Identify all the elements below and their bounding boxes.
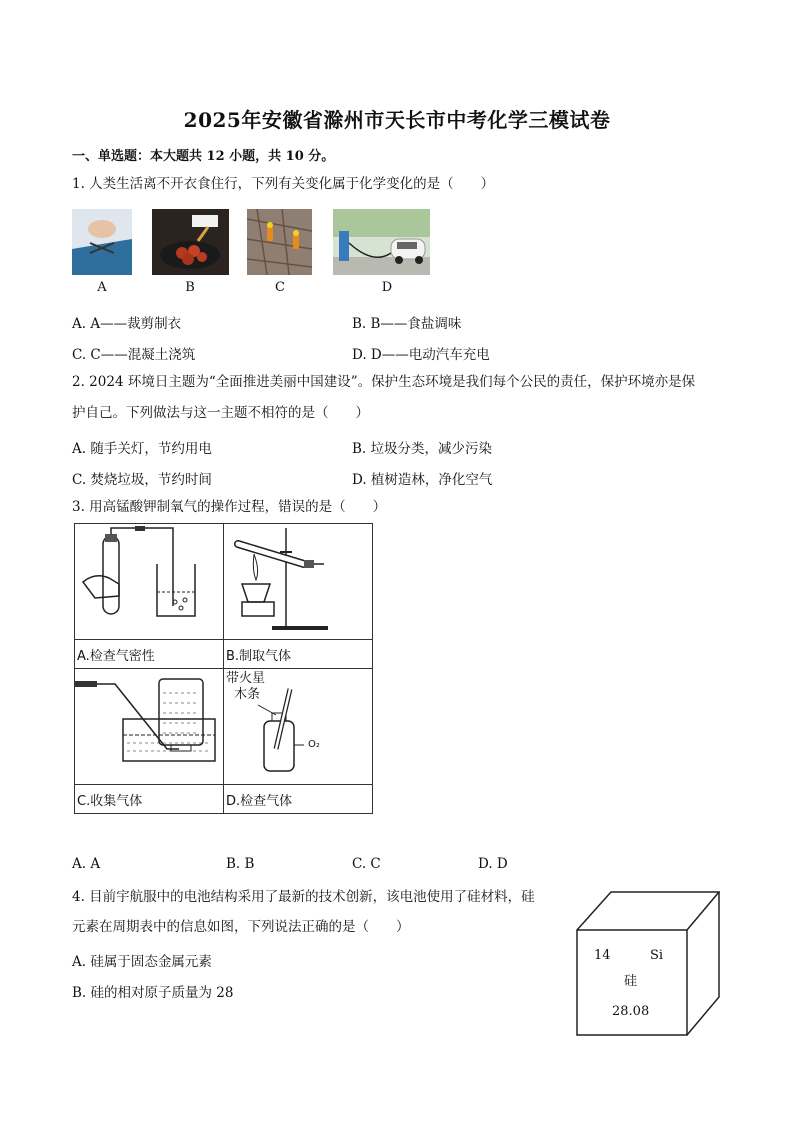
photo-a-tailoring bbox=[72, 209, 132, 275]
gas-check-diagram bbox=[224, 669, 332, 780]
atomic-mass: 28.08 bbox=[612, 1004, 650, 1019]
operations-table bbox=[74, 523, 373, 814]
splint-label-line1: 带火星 bbox=[226, 671, 266, 686]
q3-option-c[interactable]: C. C bbox=[352, 856, 381, 872]
splint-label-line2: 木条 bbox=[234, 687, 261, 702]
cell-d-caption: D.检查气体 bbox=[224, 785, 373, 814]
element-symbol: Si bbox=[650, 948, 664, 963]
q2-option-c[interactable]: C. 焚烧垃圾，节约时间 bbox=[72, 472, 212, 488]
q1-option-b[interactable]: B. B——食盐调味 bbox=[352, 316, 462, 332]
photo-b-seasoning bbox=[152, 209, 229, 275]
q1-option-c[interactable]: C. C——混凝土浇筑 bbox=[72, 347, 196, 363]
exam-title: 2025年安徽省滁州市天长市中考化学三模试卷 bbox=[183, 108, 611, 132]
question-4-stem-line1: 4. 目前宇航服中的电池结构采用了最新的技术创新，该电池使用了硅材料，硅 bbox=[72, 889, 535, 905]
question-3-stem: 3. 用高锰酸钾制氧气的操作过程，错误的是（ ） bbox=[72, 499, 387, 515]
cell-c-caption: C.收集气体 bbox=[75, 785, 224, 814]
q2-option-b[interactable]: B. 垃圾分类，减少污染 bbox=[352, 441, 493, 457]
section-heading: 一、单选题：本大题共 12 小题，共 10 分。 bbox=[72, 149, 335, 164]
question-1-stem: 1. 人类生活离不开衣食住行，下列有关变化属于化学变化的是（ ） bbox=[72, 176, 495, 192]
question-2-stem-line1: 2. 2024 环境日主题为“全面推进美丽中国建设”。保护生态环境是我们每个公民的责任，保护环境亦是保 bbox=[72, 374, 696, 390]
cell-c-image bbox=[75, 669, 224, 785]
q2-option-d[interactable]: D. 植树造林，净化空气 bbox=[352, 472, 493, 488]
photo-label-d: D bbox=[381, 280, 393, 295]
gas-collection-diagram bbox=[75, 669, 223, 780]
heating-apparatus-diagram bbox=[224, 524, 332, 635]
airtightness-check-diagram bbox=[75, 524, 223, 635]
electric-car-image bbox=[333, 209, 430, 275]
photo-label-c: C bbox=[275, 280, 285, 295]
q1-option-d[interactable]: D. D——电动汽车充电 bbox=[352, 347, 490, 363]
silicon-element-cube bbox=[576, 890, 720, 1036]
q3-option-a[interactable]: A. A bbox=[72, 856, 101, 872]
photo-d-ev-charging bbox=[333, 209, 430, 275]
cell-b-caption: B.制取气体 bbox=[224, 640, 373, 669]
cell-d-image bbox=[224, 669, 373, 785]
q2-option-a[interactable]: A. 随手关灯，节约用电 bbox=[72, 441, 212, 457]
element-name: 硅 bbox=[624, 974, 638, 989]
photo-label-a: A bbox=[97, 280, 107, 295]
cell-a-caption: A.检查气密性 bbox=[75, 640, 224, 669]
photo-label-b: B bbox=[185, 280, 195, 295]
q3-option-d[interactable]: D. D bbox=[478, 856, 508, 872]
construction-site-image bbox=[247, 209, 312, 275]
scissors-cloth-image bbox=[72, 209, 132, 275]
cell-a-image bbox=[75, 524, 224, 640]
cooking-wok-image bbox=[152, 209, 229, 275]
oxygen-label: O₂ bbox=[308, 739, 320, 750]
atomic-number: 14 bbox=[594, 948, 611, 963]
q3-option-b[interactable]: B. B bbox=[226, 856, 255, 872]
q4-option-a[interactable]: A. 硅属于固态金属元素 bbox=[72, 954, 212, 970]
question-2-stem-line2: 护自己。下列做法与这一主题不相符的是（ ） bbox=[72, 405, 369, 421]
photo-c-concrete bbox=[247, 209, 312, 275]
q1-option-a[interactable]: A. A——裁剪制衣 bbox=[72, 316, 182, 332]
question-4-stem-line2: 元素在周期表中的信息如图，下列说法正确的是（ ） bbox=[72, 919, 410, 935]
cell-b-image bbox=[224, 524, 373, 640]
q4-option-b[interactable]: B. 硅的相对原子质量为 28 bbox=[72, 985, 234, 1001]
